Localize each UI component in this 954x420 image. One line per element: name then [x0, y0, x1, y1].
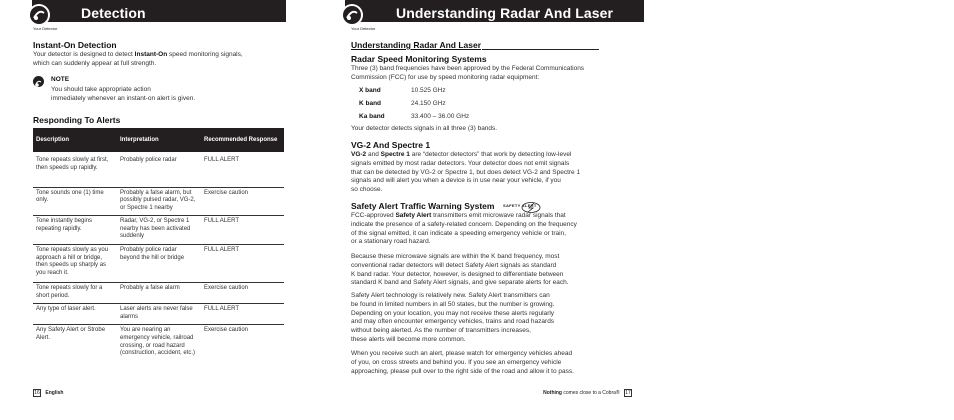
table-cell: Probably a false alarm, but possibly pulsed radar, VG-2, or Spectre 1 nearby [117, 187, 201, 216]
table-row [33, 155, 284, 187]
safety-paragraph-4: When you receive such an alert, please watch for emergency vehicles ahead of you, on cross streets and behind you. If you see an emergency vehicle approaching, please pull over to the right side of the road and allow it to pass. [351, 350, 574, 375]
alerts-table [33, 128, 284, 373]
table-cell: FULL ALERT [201, 245, 284, 283]
note-icon [33, 76, 44, 87]
table-cell: FULL ALERT [201, 304, 284, 325]
table-cell: Tone repeats slowly for a short period. [33, 283, 117, 304]
radar-detector-icon [27, 3, 51, 27]
divider [482, 49, 599, 50]
radar-text: Three (3) band frequencies have been approved by the Federal Communications Commission (FCC) for use by speed monitoring radar equipment: [351, 65, 585, 81]
responding-heading: Responding To Alerts [33, 115, 121, 125]
table-cell: Tone repeats slowly as you approach a hill or bridge, then speeds up sharply as you reach it. [33, 245, 117, 283]
radar-detector-icon [340, 3, 364, 27]
table-cell: Any type of laser alert. [33, 304, 117, 325]
safety-paragraph-2: Because these microwave signals are within the K band frequency, most conventional radar detectors will detect Safety Alert signals as standard K band radar. Your detector, however, is designed to differentiate between standard K band and Safety Alert signals, and give separate alerts for each. [351, 253, 569, 287]
safety-alert-logo: SAFETY ALERT [503, 200, 549, 211]
right-page [322, 0, 644, 420]
vg2-text: VG-2 and Spectre 1 are “detector detectors” that work by detecting low-level signals emitted by most radar detectors. Your detector does not emit signals that can be detected by VG-2 or Spectre 1, but does detect VG-2 and Spectre 1 signals and will alert you when a device is in use near your vehicle, if you so choose. [351, 151, 581, 194]
table-cell: Probably police radar [117, 155, 201, 187]
note-text: You should take appropriate action immediately whenever an instant-on alert is given. [51, 86, 196, 102]
column-header: Interpretation [117, 128, 201, 152]
table-cell: Radar, VG-2, or Spectre 1 nearby has been activated suddenly [117, 216, 201, 245]
page-number: 17 [625, 390, 631, 396]
section-tag: Your Detector [33, 26, 58, 31]
table-cell: FULL ALERT [201, 155, 284, 187]
table-cell: Exercise caution [201, 187, 284, 216]
page-footer [543, 389, 632, 397]
table-cell: Tone instantly begins repeating rapidly. [33, 216, 117, 245]
column-header: Recommended Response [201, 128, 284, 152]
table-row [33, 187, 284, 216]
table-cell: Laser alerts are never false alarms [117, 304, 201, 325]
safety-paragraph-1: FCC-approved Safety Alert transmitters emit microwave radar signals that indicate the presence of a safety-related concern. Depending on the frequency of the signal emitted, it can indicate a speeding emergency vehicle or train, or a stationary road hazard. [351, 212, 577, 246]
band-label: Ka band [359, 113, 385, 120]
table-cell: Tone repeats slowly at first, then speeds up rapidly. [33, 155, 117, 187]
safety-paragraph-3: Safety Alert technology is relatively new. Safety Alert transmitters can be found in limited numbers in all 50 states, but the number is growing. Depending on your location, you may not receive these alerts regularly and may often encounter emergency vehicles, trains and road hazards without being alerted. As the number of transmitters increases, these alerts will become more common. [351, 292, 555, 343]
page-number: 16 [34, 390, 40, 396]
band-value: 24.150 GHz [411, 100, 446, 107]
table-row [33, 304, 284, 325]
table-cell: Tone sounds one (1) time only. [33, 187, 117, 216]
page-title: Detection [81, 5, 146, 21]
table-cell: Probably a false alarm [117, 283, 201, 304]
section-tag: Your Detector [351, 26, 376, 31]
footer-label: English [45, 390, 64, 396]
table-cell: Any Safety Alert or Strobe Alert. [36, 327, 106, 342]
page-title: Understanding Radar And Laser [396, 5, 614, 21]
column-header: Description [33, 128, 117, 152]
table-cell: FULL ALERT [201, 216, 284, 245]
band-label: K band [359, 100, 382, 107]
left-page [0, 0, 322, 420]
instant-on-heading: Instant-On Detection [33, 40, 117, 50]
table-cell: Exercise caution [201, 283, 284, 304]
table-row [33, 325, 284, 373]
table-cell: Exercise caution [204, 327, 249, 334]
table-row [33, 283, 284, 304]
page-footer [33, 389, 63, 397]
page-header [32, 0, 286, 22]
band-value: 10.525 GHz [411, 87, 446, 94]
blank-area [644, 0, 954, 420]
band-label: X band [359, 87, 381, 94]
table-header-row [33, 128, 284, 152]
instant-on-text: Your detector is designed to detect Instant-On speed monitoring signals, which can suddenly appear at full strength. [33, 51, 243, 67]
note-label: NOTE [51, 76, 70, 83]
footer-tagline: comes close to a Cobra® [562, 390, 620, 396]
section-heading: Understanding Radar And Laser [351, 40, 482, 50]
footer-brand-text: Nothing [543, 390, 562, 396]
table-row [33, 216, 284, 245]
safety-heading: Safety Alert Traffic Warning System [351, 201, 495, 211]
table-cell: You are nearing an emergency vehicle, railroad crossing, or road hazard (construction, accident, etc.) [120, 327, 196, 357]
vg2-heading: VG-2 And Spectre 1 [351, 140, 431, 150]
band-value: 33.400 – 36.00 GHz [411, 113, 470, 120]
detects-text: Your detector detects signals in all three (3) bands. [351, 125, 498, 132]
table-cell: Probably police radar beyond the hill or bridge [117, 245, 201, 283]
radar-heading: Radar Speed Monitoring Systems [351, 54, 487, 64]
table-row [33, 245, 284, 283]
band-list [359, 87, 559, 127]
